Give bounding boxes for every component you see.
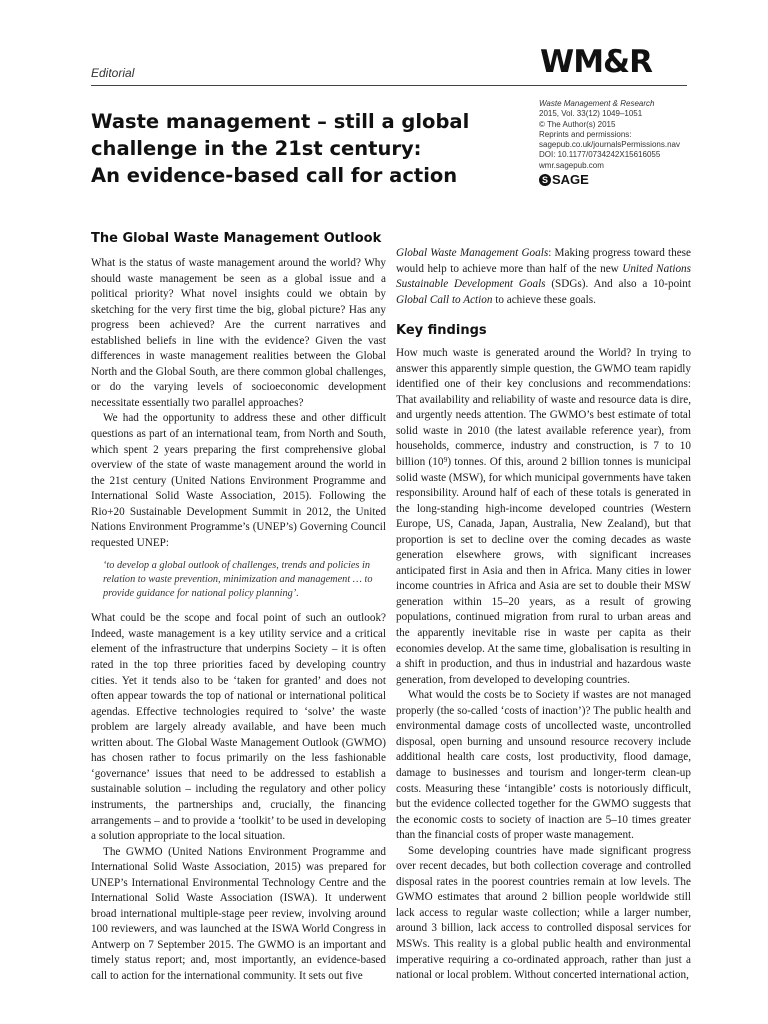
meta-website[interactable]: wmr.sagepub.com [539,160,604,170]
journal-name: Waste Management & Research [539,99,655,108]
title-line: Waste management – still a global [91,110,470,133]
publisher-name: SAGE [552,172,589,187]
block-quote: ‘to develop a global outlook of challenges, trends and policies in relation to waste prevention, minimization and management … to provide guidance for national policy planning’. [103,560,373,600]
meta-reprints: Reprints and permissions: [539,129,632,139]
text-run: to achieve these goals. [492,293,596,306]
paragraph-continued [396,246,691,308]
paragraph: How much waste is generated around the World? In trying to answer this apparently simple question, the GWMO team rapidly identified one of their key conclusions and recommendations: That availability and reliability of waste and resource data is dire, and urgently needs attention. The GWMO’s best estimate of total solid waste in 2010 (the latest available reference year), from households, commerce, industry and construction, is 7 to 10 billion (10⁹) tonnes. Of this, around 2 billion tonnes is municipal solid waste (MSW), for which municipal governments have taken responsibility. Around half of each of these totals is generated in the long-standing high-income developed countries (Western Europe, US, Canada, Japan, Australia, New Zealand), but that proportion is set to decline over the coming decades as waste generation elsewhere grows, with significant increases anticipated first in Asia and then in Africa. Many cities in lower income countries in Africa and Asia are set to double their MSW generation within 15–20 years, as a result of growing populations, continued migration from rural to urban areas and the apparently inevitable rise in waste per capita as their economies develop. At the same time, globalisation is resulting in a shift in production, and thus in industrial and hazardous waste generation, from developed to developing countries. [396,347,691,686]
paragraph: What would the costs be to Society if wastes are not managed properly (the so-called ‘costs of inaction’)? The public health and environmental damage costs of uncollected waste, uncontrolled disposal, open burning and unsound resource recovery include additional health care costs, lost productivity, flood damage, damage to businesses and tourism and longer-term clean-up costs. Measuring these ‘intangible’ costs is notoriously difficult, but the evidence collected together for the GWMO suggests that the economic costs to society of inaction are 5–10 times greater than the financial costs of proper waste management. [396,689,691,842]
meta-permissions-link[interactable]: sagepub.co.uk/journalsPermissions.nav [539,140,680,150]
italic-term: United Nations Sustainable Development Goals [396,262,692,291]
right-column [396,246,691,984]
meta-doi[interactable]: DOI: 10.1177/0734242X15616055 [539,150,661,160]
meta-copyright: © The Author(s) 2015 [539,119,616,129]
publisher-logo [539,172,589,187]
title-line: An evidence-based call for action [91,164,458,187]
section-heading: The Global Waste Management Outlook [91,231,382,246]
sage-icon: S [539,174,551,186]
text-run: (SDGs). And also a 10-point [545,278,691,291]
paragraph: Some developing countries have made significant progress over recent decades, but both collection coverage and controlled disposal rates in the poorest countries remain at low levels. The GWMO estimates that around 2 billion people worldwide still lack access to regular waste collection; while a larger number, around 3 billion, lack access to controlled disposal services for MSWs. This reality is a global public health and environmental imperative requiring a co-ordinated approach, rather than just a national or local problem. Without concerted international action, [396,844,691,982]
article-title [91,108,511,189]
title-line: challenge in the 21st century: [91,137,422,160]
italic-term: Global Call to Action [396,293,493,306]
article-meta [539,99,739,171]
section-label: Editorial [91,66,135,80]
paragraph: What is the status of waste management around the world? Why should waste management be seen as a global issue and a political priority? What novel insights could we obtain by sketching for the very first time the big, global picture? Has any progress been achieved? Are the current narratives and established beliefs in line with the evidence? Given the vast differences in waste management realities between the Global North and the Global South, are there common global challenges, or do the varying levels of socioeconomic development necessitate essentially two parallel approaches? [91,257,386,409]
journal-logo: WM&R [540,44,652,80]
paragraph: What could be the scope and focal point of such an outlook? Indeed, waste management is a key utility service and a critical element of the infrastructure that underpins Society – it is often rated in the top three priorities faced by developing country cities. Yet it tends also to be ‘taken for granted’ and does not often appear towards the top of national or international political agendas. Effective technologies required to ‘solve’ the waste problem are largely already available, and have been much written about. The Global Waste Management Outlook (GWMO) has chosen rather to focus primarily on the less fashionable ‘governance’ issues that need to be addressed to establish a sustainable solution – including the regulatory and other policy instruments, the partnerships and, crucially, the financing arrangements – and to provide a ‘toolkit’ to be used in developing a solution appropriate to the local situation. [91,612,386,843]
meta-volume: 2015, Vol. 33(12) 1049–1051 [539,109,643,119]
text-run: : Making progress toward these would help to achieve more than half of the new [396,247,691,275]
italic-term: Global Waste Management Goals [396,247,549,259]
section-heading: Key findings [396,323,487,339]
left-column [91,230,386,985]
paragraph: The GWMO (United Nations Environment Programme and International Solid Waste Association, 2015) was prepared for UNEP’s International Environmental Technology Centre and the International Solid Waste Association (ISWA). It underwent broad international multiple-stage peer review, involving around 100 reviewers, and was launched at the ISWA World Congress in Antwerp on 7 September 2015. The GWMO is an important and timely status report; and, most importantly, an evidence-based call to action for the international community. It sets out five [91,845,386,982]
paragraph: We had the opportunity to address these and other difficult questions as part of an international team, from North and South, which spent 2 years preparing the first comprehensive global overview of the state of waste management around the world in the 21st century (United Nations Environment Programme and International Solid Waste Association, 2015). Following the Rio+20 Sustainable Development Summit in 2012, the United Nations Environment Programme’s (UNEP’s) Governing Council requested UNEP: [91,412,386,549]
header-rule [91,85,687,86]
